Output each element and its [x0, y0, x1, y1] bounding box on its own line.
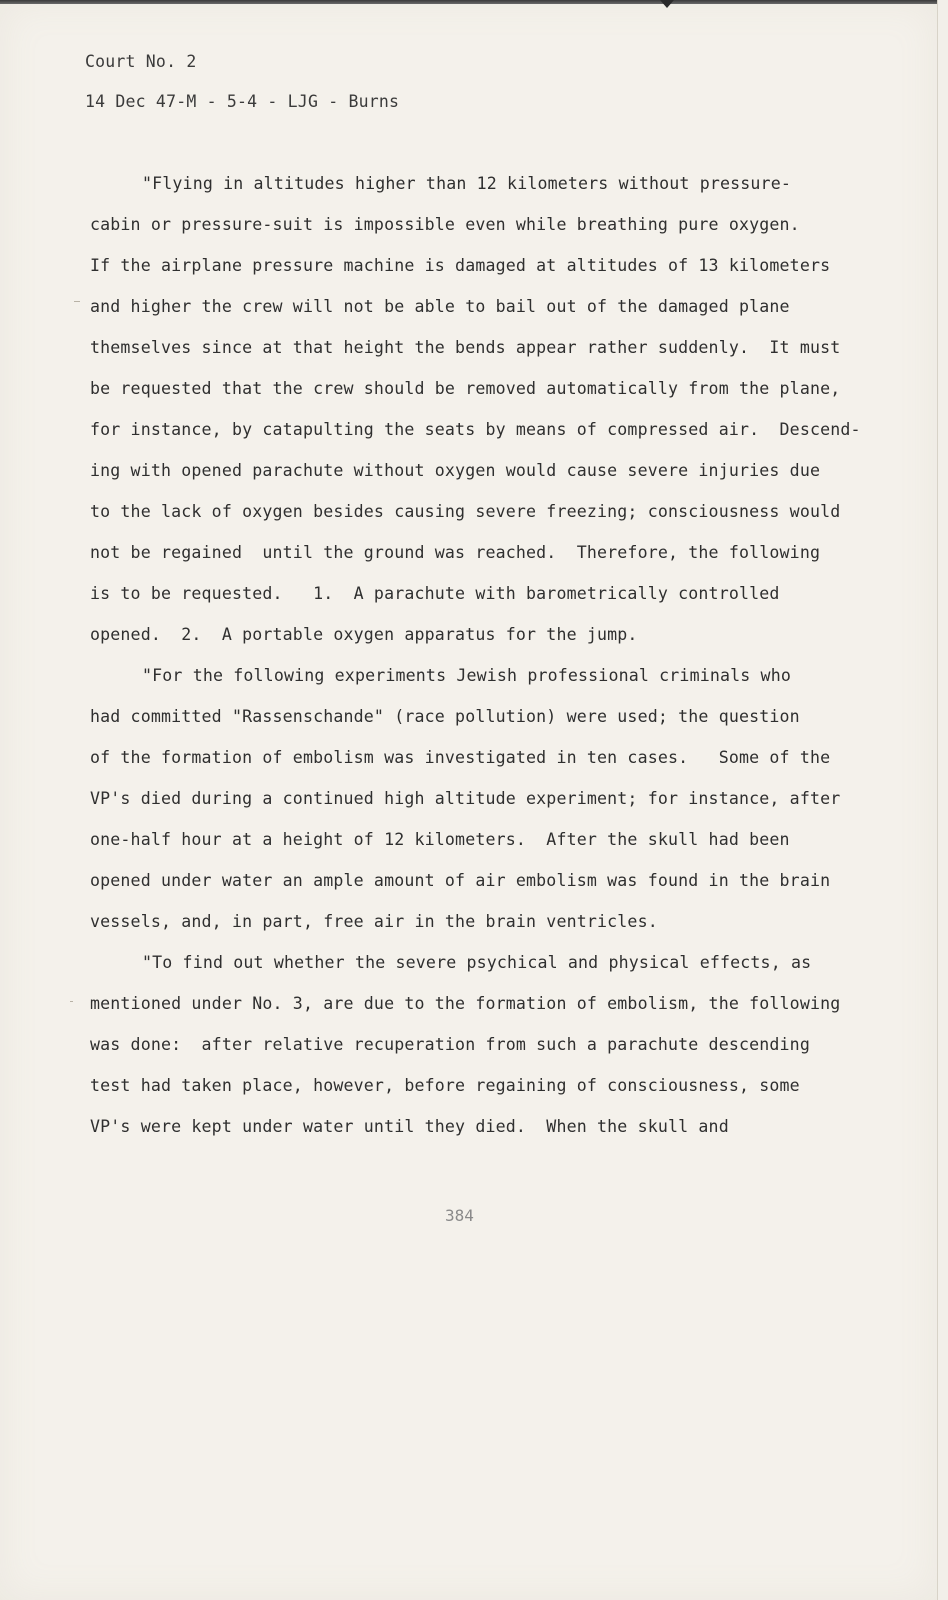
body-line: VP's were kept under water until they died. When the skull and: [90, 1117, 729, 1136]
body-line: mentioned under No. 3, are due to the formation of embolism, the following: [90, 994, 841, 1013]
session-reference: 14 Dec 47-M - 5-4 - LJG - Burns: [85, 92, 400, 111]
body-line: themselves since at that height the bends appear rather suddenly. It must: [90, 338, 841, 357]
body-line: be requested that the crew should be removed automatically from the plane,: [90, 379, 841, 398]
body-line: to the lack of oxygen besides causing severe freezing; consciousness would: [90, 502, 841, 521]
body-line: VP's died during a continued high altitude experiment; for instance, after: [90, 789, 841, 808]
body-line: cabin or pressure-suit is impossible even while breathing pure oxygen.: [90, 215, 800, 234]
court-number: Court No. 2: [85, 52, 197, 71]
page-number: 384: [445, 1206, 474, 1225]
body-line: and higher the crew will not be able to bail out of the damaged plane: [90, 297, 790, 316]
body-line: If the airplane pressure machine is damaged at altitudes of 13 kilometers: [90, 256, 831, 275]
body-line: is to be requested. 1. A parachute with barometrically controlled: [90, 584, 780, 603]
body-line: opened under water an ample amount of air embolism was found in the brain: [90, 871, 831, 890]
body-line: ing with opened parachute without oxygen would cause severe injuries due: [90, 461, 821, 480]
margin-mark: [70, 1001, 73, 1002]
margin-mark: [74, 301, 80, 302]
body-line: vessels, and, in part, free air in the brain ventricles.: [90, 912, 658, 931]
body-line: one-half hour at a height of 12 kilometers. After the skull had been: [90, 830, 790, 849]
body-line: test had taken place, however, before regaining of consciousness, some: [90, 1076, 800, 1095]
body-line: opened. 2. A portable oxygen apparatus for the jump.: [90, 625, 638, 644]
body-line: "Flying in altitudes higher than 12 kilometers without pressure-: [142, 174, 791, 193]
body-line: "To find out whether the severe psychical and physical effects, as: [142, 953, 812, 972]
body-line: not be regained until the ground was reached. Therefore, the following: [90, 543, 821, 562]
body-line: had committed "Rassenschande" (race pollution) were used; the question: [90, 707, 800, 726]
body-line: of the formation of embolism was investigated in ten cases. Some of the: [90, 748, 831, 767]
page-top-edge: [0, 0, 937, 4]
body-line: for instance, by catapulting the seats by means of compressed air. Descend-: [90, 420, 861, 439]
page-top-notch: [660, 0, 674, 8]
body-line: was done: after relative recuperation from such a parachute descending: [90, 1035, 810, 1054]
body-line: "For the following experiments Jewish professional criminals who: [142, 666, 791, 685]
